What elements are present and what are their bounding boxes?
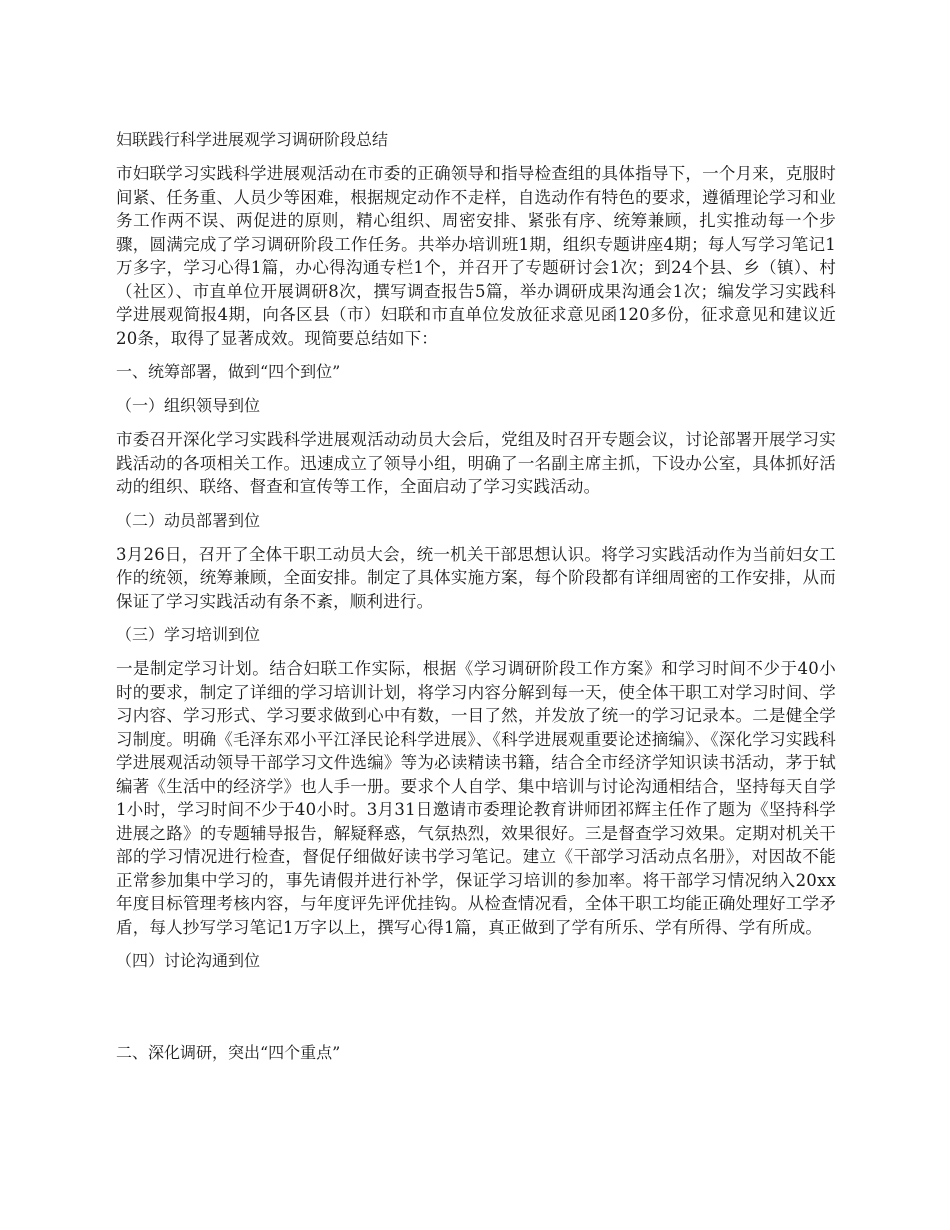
subsection-3-title: （三）学习培训到位 (116, 625, 261, 644)
subsection-3-paragraph: 一是制定学习计划。结合妇联工作实际，根据《学习调研阶段工作方案》和学习时间不少于40小时的要求，制定了详细的学习培训计划，将学习内容分解到每一天，使全体干职工对学习时间、学习内容、学习形式、学习要求做到心中有数，一目了然，并发放了统一的学习记录本。二是健全学习制度。明确《毛泽东邓小平江泽民论科学进展》、《科学进展观重要论述摘编》、《深化学习实践科学进展观活动领导干部学习文件选编》等为必读精读书籍，结合全市经济学知识读书活动，茅于轼编著《生活中的经济学》也人手一册。要求个人自学、集中培训与讨论沟通相结合，坚持每天自学1小时，学习时间不少于40小时。3月31日邀请市委理论教育讲师团祁辉主任作了题为《坚持科学进展之路》的专题辅导报告，解疑释惑，气氛热烈，效果很好。三是督查学习效果。定期对机关干部的学习情况进行检查，督促仔细做好读书学习笔记。建立《干部学习活动点名册》，对因故不能正常参加集中学习的，事先请假并进行补学，保证学习培训的参加率。将干部学习情况纳入20xx年度目标管理考核内容，与年度评先评优挂钩。从检查情况看，全体干职工均能正确处理好工学矛盾，每人抄写学习笔记1万字以上，撰写心得1篇，真正做到了学有所乐、学有所得、学有所成。 (116, 659, 836, 937)
section-1-heading: 一、统筹部署，做到“四个到位” (116, 362, 341, 381)
subsection-2-paragraph: 3月26日，召开了全体干职工动员大会，统一机关干部思想认识。将学习实践活动作为当前妇女工作的统领，统筹兼顾，全面安排。制定了具体实施方案，每个阶段都有详细周密的工作安排，从而保证了学习实践活动有条不紊，顺利进行。 (116, 544, 836, 611)
document-page (116, 128, 836, 1075)
section-2-heading: 二、深化调研，突出“四个重点” (116, 1043, 341, 1062)
document-title: 妇联践行科学进展观学习调研阶段总结 (116, 130, 389, 149)
subsection-1-paragraph: 市委召开深化学习实践科学进展观活动动员大会后，党组及时召开专题会议，讨论部署开展学习实践活动的各项相关工作。迅速成立了领导小组，明确了一名副主席主抓，下设办公室，具体抓好活动的组织、联络、督查和宣传等工作，全面启动了学习实践活动。 (116, 430, 836, 496)
subsection-2-title: （二）动员部署到位 (116, 510, 261, 530)
intro-paragraph: 市妇联学习实践科学进展观活动在市委的正确领导和指导检查组的具体指导下，一个月来，克服时间紧、任务重、人员少等困难，根据规定动作不走样，自选动作有特色的要求，遵循理论学习和业务工作两不误、两促进的原则，精心组织、周密安排、紧张有序、统筹兼顾，扎实推动每一个步骤，圆满完成了学习调研阶段工作任务。共举办培训班1期，组织专题讲座4期；每人写学习笔记1万多字，学习心得1篇，办心得沟通专栏1个，并召开了专题研讨会1次；到24个县、乡（镇）、村（社区）、市直单位开展调研8次，撰写调查报告5篇，举办调研成果沟通会1次；编发学习实践科学进展观简报4期，向各区县（市）妇联和市直单位发放征求意见函120多份，征求意见和建议近20条，取得了显著成效。现简要总结如下： (116, 164, 836, 348)
subsection-1-title: （一）组织领导到位 (116, 396, 261, 415)
subsection-4-title: （四）讨论沟通到位 (116, 951, 261, 970)
section-spacer (116, 983, 836, 1041)
